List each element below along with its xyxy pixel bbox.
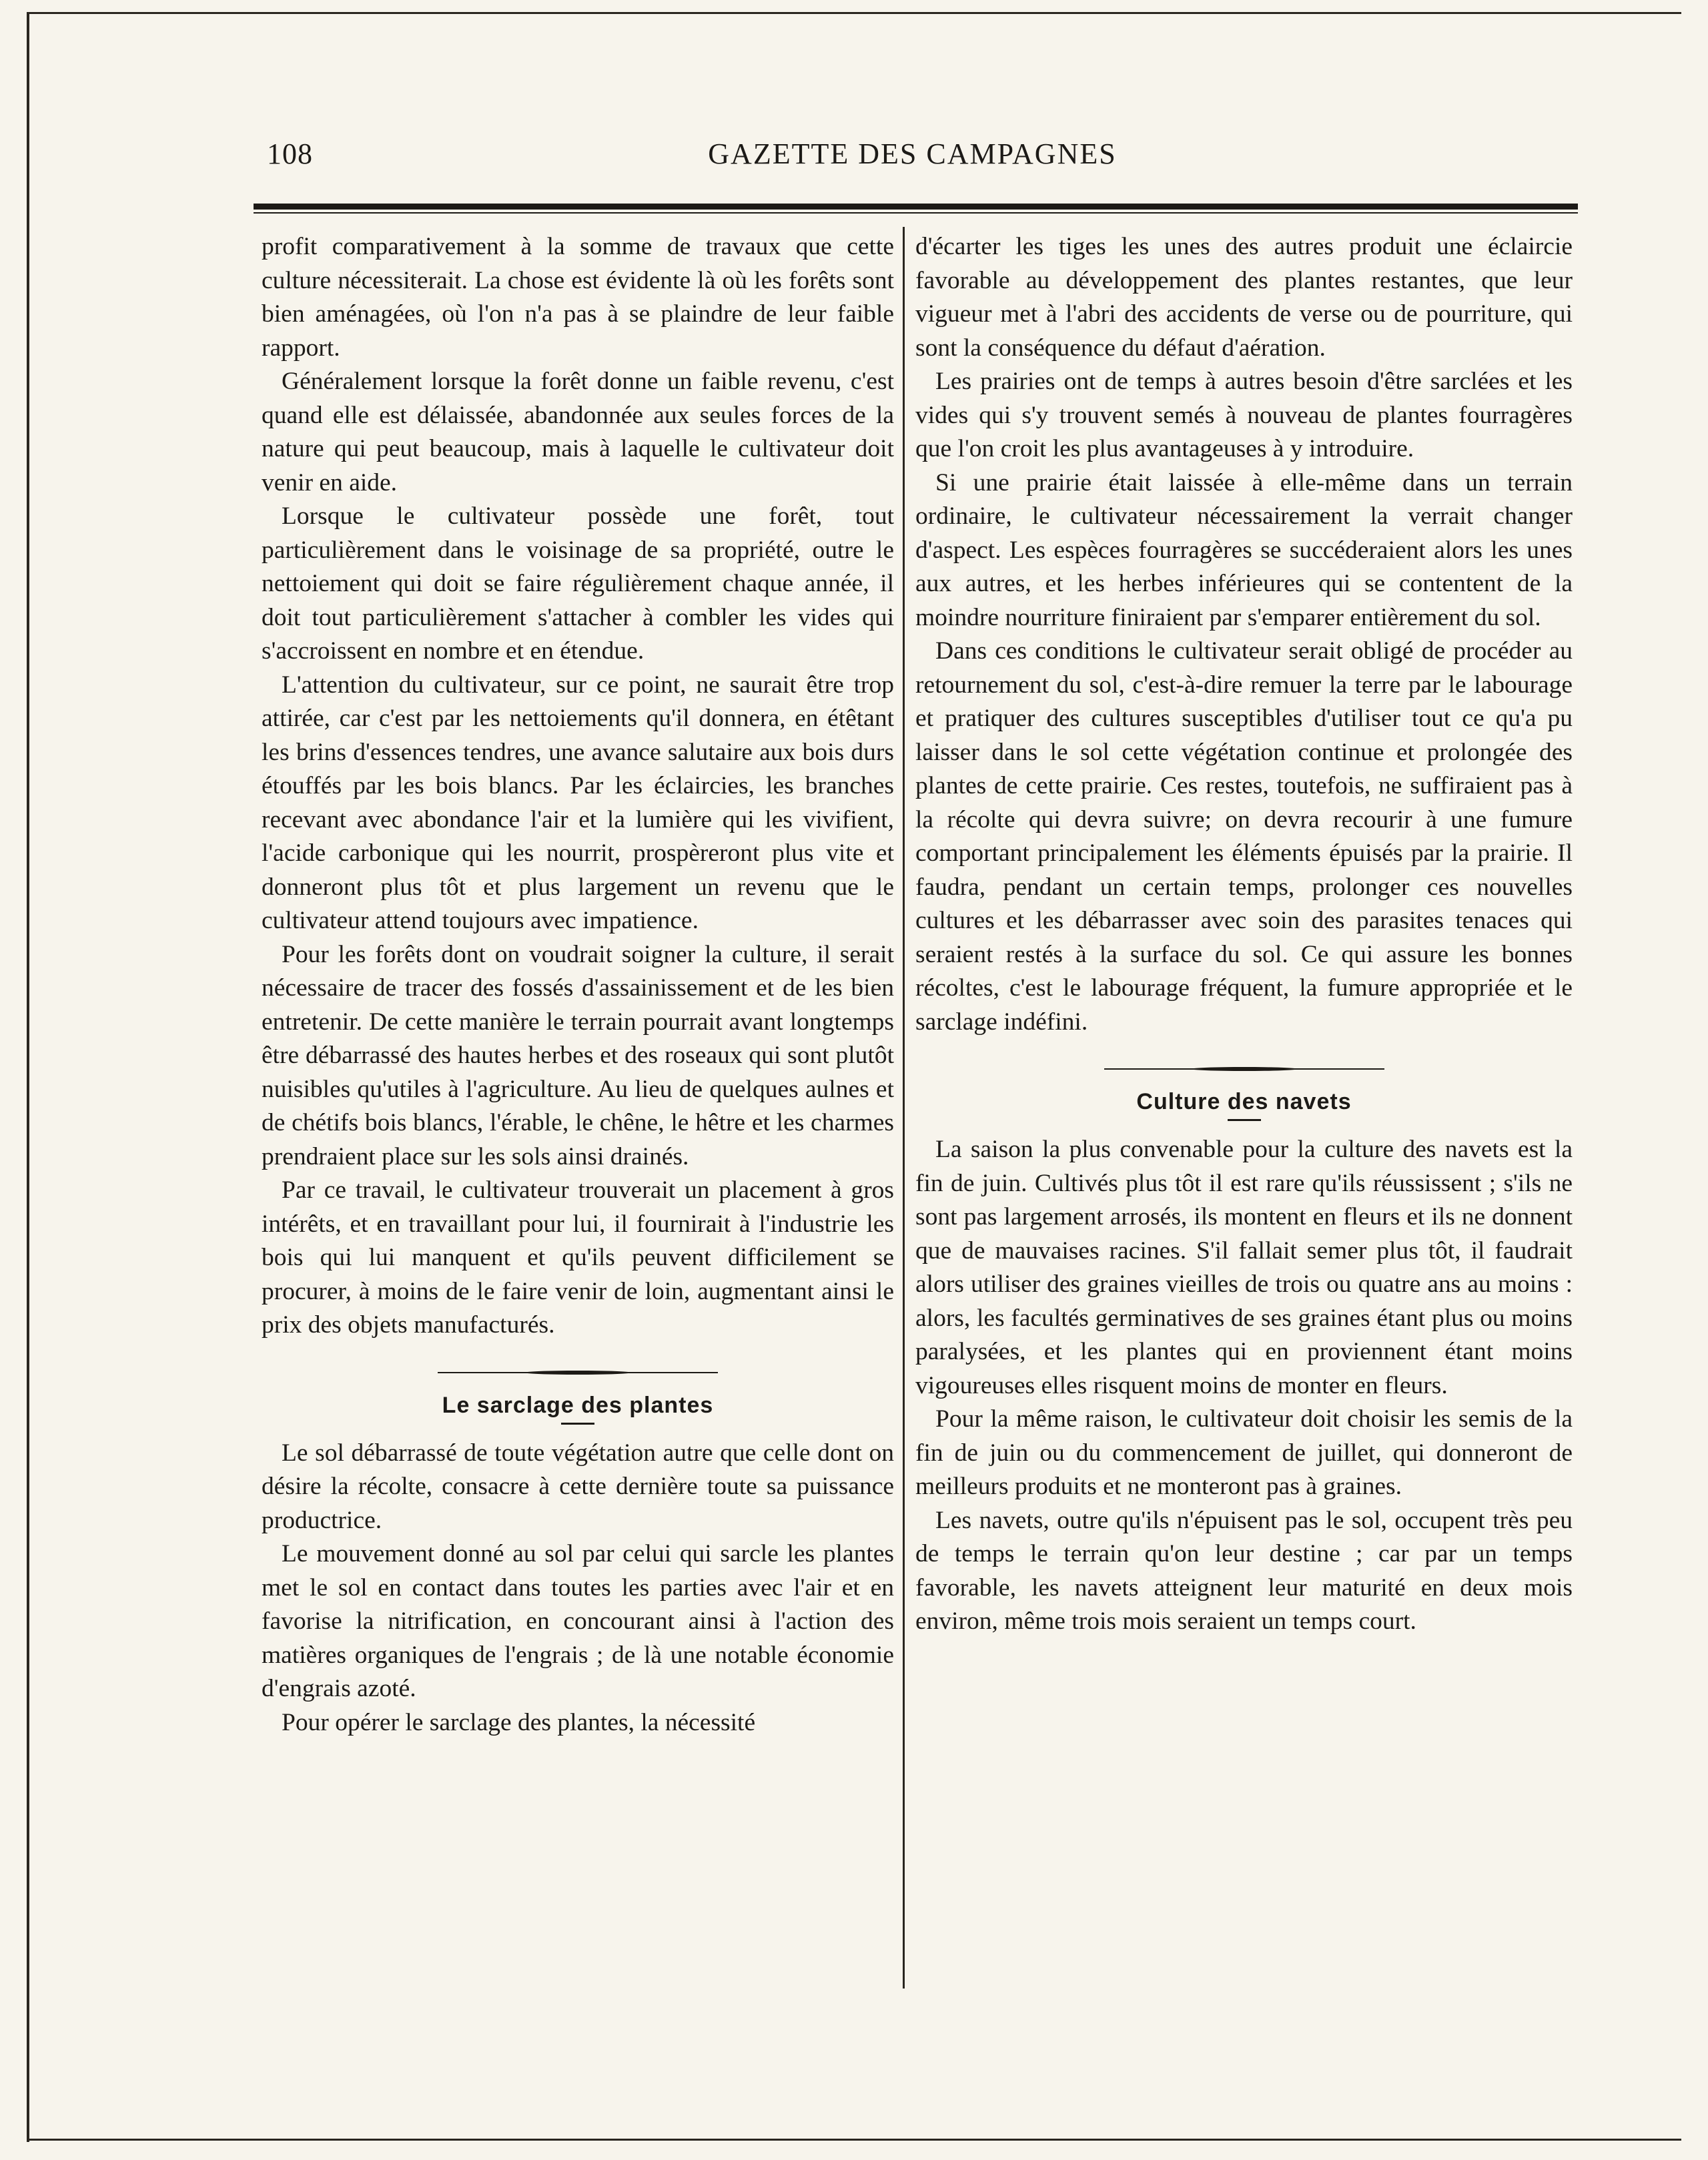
paragraph: Dans ces conditions le cultivateur serait obligé de procéder au retournement du sol, c'est-à-dire remuer la terre par le labourage et pratiquer des cultures susceptibles d'utiliser tout ce qu'a pu laisser dans le sol cette végétation continue et prolongée des plantes de cette prairie. Ces restes, toutefois, ne suffiraient pas à la récolte qui devra suivre; on devra recourir à une fumure comportant principalement les éléments épuisés par la prairie. Il faudra, pendant un certain temps, prolonger ces nouvelles cultures et les débarrasser avec soin des parasites tenaces qui seraient restés à la surface du sol. Ce qui assure les bonnes récoltes, c'est le labourage fréquent, la fumure appropriée et le sarclage indéfini. [915, 637, 1573, 1036]
page-edge-bottom [27, 2139, 1681, 2141]
paragraph: Le sol débarrassé de toute végétation autre que celle dont on désire la récolte, consacre à cette dernière toute sa puissance productrice. [262, 1439, 894, 1534]
paragraph: Pour les forêts dont on voudrait soigner la culture, il serait nécessaire de tracer des fossés d'assainissement et de les bien entretenir. De cette manière le terrain pourrait avant longtemps être débarrassé des hautes herbes et des roseaux qui sont plutôt nuisibles qu'utiles à l'agriculture. Au lieu de quelques aulnes et de chétifs bois blancs, l'érable, le chêne, le hêtre et les charmes prendraient place sur les sols ainsi drainés. [262, 940, 894, 1170]
paragraph: Pour la même raison, le cultivateur doit choisir les semis de la fin de juin ou du commencement de juillet, qui donneront de meilleurs produits et ne monteront pas à graines. [915, 1405, 1573, 1500]
paragraph: Par ce travail, le cultivateur trouverait un placement à gros intérêts, et en travaillant pour lui, il fournirait à l'industrie les bois qui lui manquent et qu'ils peuvent difficilement se procurer, à moins de le faire venir de loin, augmentant ainsi le prix des objets manufacturés. [262, 1176, 894, 1339]
header-rule-thin [254, 212, 1578, 214]
right-column [915, 230, 1573, 1639]
paragraph: L'attention du cultivateur, sur ce point, ne saurait être trop attirée, car c'est par les nettoiements qu'il donnera, en étêtant les brins d'essences tendres, une avance salutaire aux bois durs étouffés par les bois blancs. Par les éclaircies, les branches recevant avec abondance l'air et la lumière qui les vivifient, l'acide carbonique qui les nourrit, prospèreront plus vite et donneront plus tôt et plus largement un revenu que le cultivateur attend toujours avec impatience. [262, 671, 894, 934]
section-title-navets: Culture des navets [1136, 1089, 1352, 1114]
paragraph: La saison la plus convenable pour la culture des navets est la fin de juin. Cultivés plus tôt il est rare qu'ils réussissent ; s'ils ne sont pas largement arrosés, ils montent en fleurs et ils ne donnent que de mauvaises racines. S'il fallait semer plus tôt, il faudrait alors utiliser des graines vieilles de trois ou quatre ans au moins : alors, les facultés germinatives de ses graines étant plus ou moins paralysées, et les plantes qui en proviennent étant moins vigoureuses elles risquent moins de monter en fleurs. [915, 1136, 1573, 1399]
paragraph: Si une prairie était laissée à elle-même dans un terrain ordinaire, le cultivateur nécessairement la verrait changer d'aspect. Les espèces fourragères se succéderaient alors les unes aux autres, et les herbes inférieures qui se contentent de la moindre nourriture finiraient par s'emparer entièrement du sol. [915, 468, 1573, 631]
paragraph: Lorsque le cultivateur possède une forêt, tout particulièrement dans le voisinage de sa propriété, outre le nettoiement qui doit se faire régulièrement chaque année, il doit tout particulièrement s'attacher à combler les vides qui s'accroissent en nombre et en étendue. [262, 502, 894, 665]
section-separator-rule [1104, 1067, 1384, 1071]
running-title: GAZETTE DES CAMPAGNES [708, 137, 1117, 170]
paragraph: Les prairies ont de temps à autres besoin d'être sarclées et les vides qui s'y trouvent semés à nouveau de plantes fourragères que l'on croit les plus avantageuses à y introduire. [915, 368, 1573, 462]
left-column [262, 230, 894, 1740]
paragraph: Les navets, outre qu'ils n'épuisent pas le sol, occupent très peu de temps le terrain qu'on leur destine ; car par un temps favorable, les navets atteignent leur maturité en deux mois environ, même trois mois seraient un temps court. [915, 1506, 1573, 1635]
section-separator-rule [438, 1371, 718, 1375]
paragraph: Généralement lorsque la forêt donne un faible revenu, c'est quand elle est délaissée, abandonnée aux seules forces de la nature qui peut beaucoup, mais à laquelle le cultivateur doit venir en aide. [262, 368, 894, 496]
paragraph: Le mouvement donné au sol par celui qui sarcle les plantes met le sol en contact dans toutes les parties avec l'air et en favorise la nitrification, en concourant ainsi à l'action des matières organiques de l'engrais ; de là une notable économie d'engrais azoté. [262, 1540, 894, 1702]
column-divider [903, 227, 905, 1989]
paragraph: d'écarter les tiges les unes des autres produit une éclaircie favorable au développement des plantes restantes, que leur vigueur met à l'abri des accidents de verse ou de pourriture, qui sont la conséquence du défaut d'aération. [915, 233, 1573, 362]
page-number: 108 [267, 137, 313, 170]
section-title-dash [561, 1423, 594, 1425]
paragraph: Pour opérer le sarclage des plantes, la nécessité [282, 1708, 756, 1736]
header-rule-thick [254, 204, 1578, 210]
paragraph: profit comparativement à la somme de travaux que cette culture nécessiterait. La chose est évidente là où les forêts sont bien aménagées, où l'on n'a pas à se plaindre de leur faible rapport. [262, 233, 894, 362]
section-title-sarclage: Le sarclage des plantes [442, 1392, 714, 1418]
section-title-dash [1228, 1119, 1261, 1121]
page-edge-top [27, 12, 1681, 14]
page-header [247, 137, 1578, 184]
page-edge-left [27, 13, 29, 2142]
